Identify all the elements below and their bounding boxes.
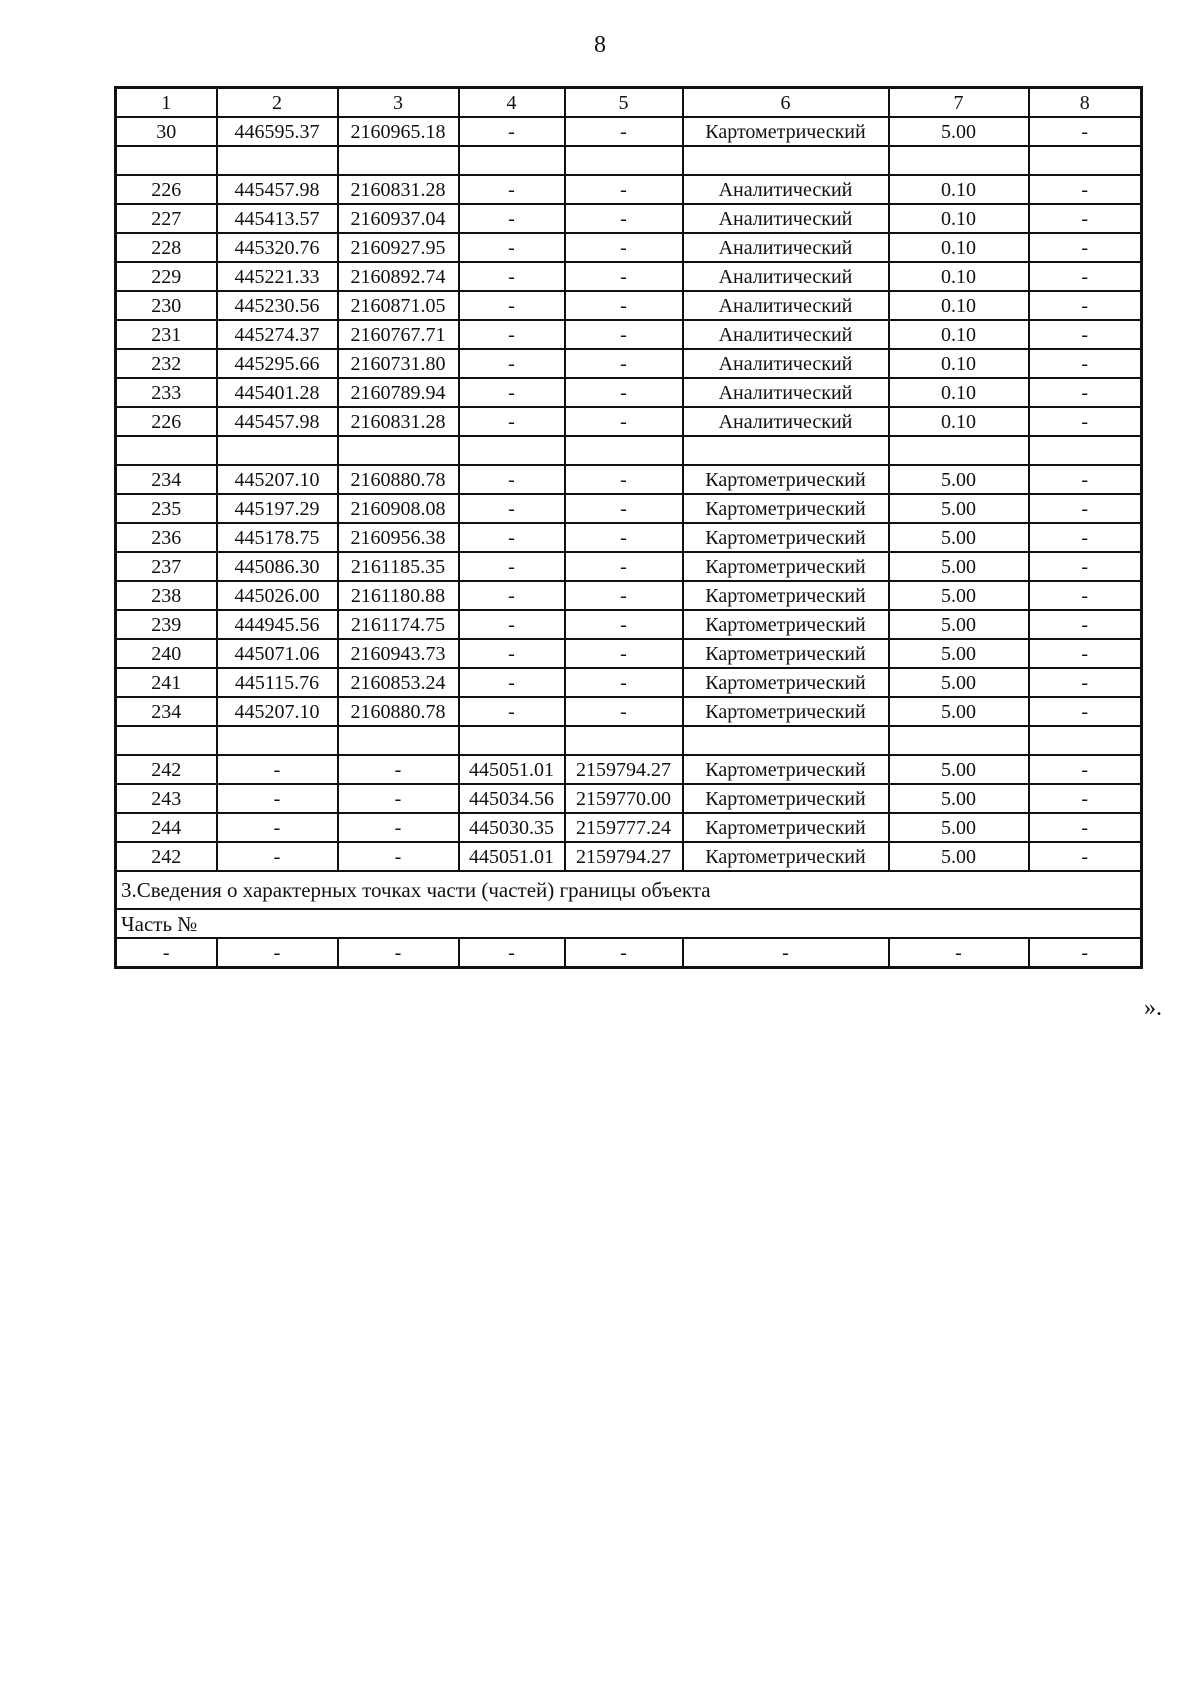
cell-y-coord: 2161185.35 — [338, 552, 459, 581]
cell-y-coord-new: - — [565, 494, 683, 523]
cell-method: Картометрический — [683, 117, 889, 146]
table-body — [116, 88, 1142, 968]
cell-description: - — [1029, 291, 1142, 320]
table-row — [116, 610, 1142, 639]
cell-accuracy: 5.00 — [889, 755, 1029, 784]
cell-description: - — [1029, 204, 1142, 233]
cell-method: Картометрический — [683, 610, 889, 639]
cell-y-coord: - — [338, 813, 459, 842]
cell-x-coord-new: 445034.56 — [459, 784, 565, 813]
cell-y-coord: 2160892.74 — [338, 262, 459, 291]
cell-accuracy: 0.10 — [889, 320, 1029, 349]
cell-point-number: 226 — [116, 175, 217, 204]
table-row — [116, 697, 1142, 726]
cell-description: - — [1029, 378, 1142, 407]
cell-y-coord-new: 2159794.27 — [565, 755, 683, 784]
cell-description: - — [1029, 233, 1142, 262]
cell-x-coord: 445207.10 — [217, 697, 338, 726]
table-row — [116, 813, 1142, 842]
table-row — [116, 523, 1142, 552]
cell-y-coord: 2160965.18 — [338, 117, 459, 146]
table-row — [116, 639, 1142, 668]
cell-accuracy: 5.00 — [889, 465, 1029, 494]
cell-y-coord-new: 5 — [565, 88, 683, 118]
cell-method: Аналитический — [683, 349, 889, 378]
cell-description: - — [1029, 407, 1142, 436]
cell-method: Аналитический — [683, 378, 889, 407]
cell-y-coord: 2160956.38 — [338, 523, 459, 552]
table-row — [116, 378, 1142, 407]
cell-x-coord-new: 4 — [459, 88, 565, 118]
cell-point-number: 236 — [116, 523, 217, 552]
cell-y-coord-new: - — [565, 610, 683, 639]
cell-description: - — [1029, 117, 1142, 146]
cell-accuracy: 5.00 — [889, 117, 1029, 146]
cell-y-coord-new: - — [565, 552, 683, 581]
cell-method: Аналитический — [683, 175, 889, 204]
cell-accuracy: 0.10 — [889, 349, 1029, 378]
cell-point-number: 233 — [116, 378, 217, 407]
cell-x-coord: 445178.75 — [217, 523, 338, 552]
cell-description: - — [1029, 523, 1142, 552]
cell-y-coord: 3 — [338, 88, 459, 118]
cell-x-coord: 446595.37 — [217, 117, 338, 146]
table-row — [116, 552, 1142, 581]
table-row — [116, 842, 1142, 871]
cell-accuracy: 5.00 — [889, 697, 1029, 726]
cell-method: Картометрический — [683, 784, 889, 813]
cell-point-number — [116, 726, 217, 755]
cell-y-coord-new: - — [565, 639, 683, 668]
cell-description: - — [1029, 813, 1142, 842]
cell-y-coord-new: - — [565, 668, 683, 697]
cell-method — [683, 146, 889, 175]
cell-y-coord: 2160831.28 — [338, 175, 459, 204]
cell-x-coord: - — [217, 784, 338, 813]
cell-y-coord: 2160853.24 — [338, 668, 459, 697]
cell-y-coord: 2160871.05 — [338, 291, 459, 320]
cell-method: Картометрический — [683, 552, 889, 581]
cell-x-coord-new: - — [459, 233, 565, 262]
table-row — [116, 291, 1142, 320]
cell-x-coord-new: - — [459, 639, 565, 668]
cell-y-coord-new — [565, 436, 683, 465]
cell-y-coord-new: - — [565, 697, 683, 726]
cell-y-coord — [338, 436, 459, 465]
cell-x-coord-new: - — [459, 204, 565, 233]
cell-x-coord: - — [217, 813, 338, 842]
cell-y-coord-new: - — [565, 117, 683, 146]
cell-point-number: 232 — [116, 349, 217, 378]
section-title: 3.Сведения о характерных точках части (частей) границы объекта — [116, 871, 1142, 909]
cell-point-number: 230 — [116, 291, 217, 320]
cell-method: Картометрический — [683, 842, 889, 871]
cell-method: Картометрический — [683, 697, 889, 726]
cell-accuracy: 5.00 — [889, 813, 1029, 842]
cell-x-coord: - — [217, 842, 338, 871]
cell-description: - — [1029, 610, 1142, 639]
cell-y-coord-new: - — [565, 204, 683, 233]
cell-accuracy: 5.00 — [889, 581, 1029, 610]
cell-y-coord-new — [565, 146, 683, 175]
cell-y-coord: 2160789.94 — [338, 378, 459, 407]
cell-accuracy: 5.00 — [889, 784, 1029, 813]
cell-method: Аналитический — [683, 291, 889, 320]
cell-method: Картометрический — [683, 639, 889, 668]
cell-x-coord — [217, 436, 338, 465]
cell-y-coord-new: - — [565, 938, 683, 968]
cell-accuracy: 0.10 — [889, 407, 1029, 436]
cell-point-number: 234 — [116, 697, 217, 726]
cell-x-coord: 445274.37 — [217, 320, 338, 349]
cell-description: - — [1029, 697, 1142, 726]
cell-point-number: 235 — [116, 494, 217, 523]
cell-accuracy — [889, 146, 1029, 175]
part-label: Часть № — [116, 909, 1142, 938]
cell-point-number: 241 — [116, 668, 217, 697]
cell-accuracy: 5.00 — [889, 523, 1029, 552]
cell-y-coord: 2160927.95 — [338, 233, 459, 262]
cell-y-coord-new: - — [565, 291, 683, 320]
cell-x-coord: 445115.76 — [217, 668, 338, 697]
cell-x-coord-new: - — [459, 378, 565, 407]
cell-y-coord: 2160731.80 — [338, 349, 459, 378]
cell-accuracy — [889, 436, 1029, 465]
table-row — [116, 784, 1142, 813]
cell-y-coord: 2160937.04 — [338, 204, 459, 233]
cell-y-coord-new: - — [565, 581, 683, 610]
cell-method: - — [683, 938, 889, 968]
cell-description: - — [1029, 581, 1142, 610]
cell-method: Аналитический — [683, 204, 889, 233]
cell-accuracy: 0.10 — [889, 233, 1029, 262]
cell-x-coord-new: - — [459, 262, 565, 291]
cell-y-coord-new: - — [565, 320, 683, 349]
cell-point-number: 226 — [116, 407, 217, 436]
cell-point-number: 239 — [116, 610, 217, 639]
table-row — [116, 233, 1142, 262]
cell-point-number: 227 — [116, 204, 217, 233]
cell-x-coord: 445230.56 — [217, 291, 338, 320]
cell-x-coord-new: 445051.01 — [459, 842, 565, 871]
cell-method: Аналитический — [683, 233, 889, 262]
table-row — [116, 755, 1142, 784]
cell-description: - — [1029, 349, 1142, 378]
cell-method: Аналитический — [683, 262, 889, 291]
cell-x-coord: 445413.57 — [217, 204, 338, 233]
cell-accuracy: 5.00 — [889, 494, 1029, 523]
cell-accuracy: 5.00 — [889, 668, 1029, 697]
cell-point-number: - — [116, 938, 217, 968]
cell-method: Картометрический — [683, 755, 889, 784]
cell-point-number: 228 — [116, 233, 217, 262]
cell-x-coord-new: - — [459, 523, 565, 552]
table-row — [116, 320, 1142, 349]
cell-y-coord: 2160831.28 — [338, 407, 459, 436]
cell-y-coord-new: - — [565, 407, 683, 436]
cell-accuracy: 0.10 — [889, 175, 1029, 204]
cell-method — [683, 726, 889, 755]
cell-description — [1029, 146, 1142, 175]
cell-x-coord: 445086.30 — [217, 552, 338, 581]
cell-accuracy: 5.00 — [889, 639, 1029, 668]
cell-point-number: 229 — [116, 262, 217, 291]
cell-x-coord-new: - — [459, 117, 565, 146]
cell-y-coord-new: - — [565, 175, 683, 204]
cell-y-coord-new: - — [565, 465, 683, 494]
cell-x-coord: 445401.28 — [217, 378, 338, 407]
cell-accuracy: 0.10 — [889, 378, 1029, 407]
cell-x-coord-new: - — [459, 465, 565, 494]
cell-y-coord: - — [338, 842, 459, 871]
table-row — [116, 465, 1142, 494]
cell-x-coord: 445071.06 — [217, 639, 338, 668]
table-separator-row — [116, 146, 1142, 175]
cell-x-coord-new: - — [459, 291, 565, 320]
cell-x-coord-new: - — [459, 581, 565, 610]
cell-x-coord-new: - — [459, 697, 565, 726]
cell-method: Картометрический — [683, 581, 889, 610]
cell-accuracy: 7 — [889, 88, 1029, 118]
cell-y-coord-new: 2159777.24 — [565, 813, 683, 842]
cell-y-coord: 2160767.71 — [338, 320, 459, 349]
cell-x-coord-new: 445051.01 — [459, 755, 565, 784]
cell-point-number: 242 — [116, 755, 217, 784]
cell-method: Аналитический — [683, 407, 889, 436]
cell-x-coord-new — [459, 436, 565, 465]
cell-y-coord-new: - — [565, 262, 683, 291]
boundary-points-table — [114, 86, 1143, 969]
cell-x-coord-new: - — [459, 407, 565, 436]
cell-description: 8 — [1029, 88, 1142, 118]
cell-description: - — [1029, 552, 1142, 581]
cell-method: Аналитический — [683, 320, 889, 349]
cell-method: Картометрический — [683, 668, 889, 697]
cell-x-coord-new — [459, 726, 565, 755]
cell-description: - — [1029, 262, 1142, 291]
cell-y-coord-new: - — [565, 233, 683, 262]
cell-description: - — [1029, 938, 1142, 968]
cell-x-coord: 445197.29 — [217, 494, 338, 523]
cell-point-number — [116, 146, 217, 175]
cell-point-number: 231 — [116, 320, 217, 349]
cell-point-number: 240 — [116, 639, 217, 668]
table-header-row — [116, 88, 1142, 118]
table-separator-row — [116, 436, 1142, 465]
cell-y-coord-new: - — [565, 523, 683, 552]
cell-x-coord-new: - — [459, 552, 565, 581]
cell-x-coord: 444945.56 — [217, 610, 338, 639]
cell-y-coord: 2160880.78 — [338, 697, 459, 726]
cell-x-coord-new: - — [459, 320, 565, 349]
cell-x-coord-new: 445030.35 — [459, 813, 565, 842]
cell-point-number: 237 — [116, 552, 217, 581]
cell-x-coord: 445026.00 — [217, 581, 338, 610]
cell-x-coord: 445457.98 — [217, 175, 338, 204]
table-row-part — [116, 938, 1142, 968]
cell-y-coord: 2161180.88 — [338, 581, 459, 610]
table-row — [116, 581, 1142, 610]
table-row — [116, 117, 1142, 146]
cell-y-coord: 2161174.75 — [338, 610, 459, 639]
table-row — [116, 349, 1142, 378]
cell-description — [1029, 726, 1142, 755]
part-label-row — [116, 909, 1142, 938]
cell-accuracy: 0.10 — [889, 262, 1029, 291]
cell-x-coord: 445320.76 — [217, 233, 338, 262]
table-row — [116, 407, 1142, 436]
cell-y-coord — [338, 726, 459, 755]
cell-y-coord: - — [338, 784, 459, 813]
cell-method: Картометрический — [683, 465, 889, 494]
cell-point-number: 238 — [116, 581, 217, 610]
cell-x-coord-new — [459, 146, 565, 175]
cell-description — [1029, 436, 1142, 465]
cell-description: - — [1029, 320, 1142, 349]
cell-x-coord: 445295.66 — [217, 349, 338, 378]
cell-method: Картометрический — [683, 494, 889, 523]
cell-point-number: 234 — [116, 465, 217, 494]
page-number: 8 — [594, 32, 606, 58]
table-row — [116, 175, 1142, 204]
cell-y-coord — [338, 146, 459, 175]
cell-description: - — [1029, 842, 1142, 871]
cell-accuracy — [889, 726, 1029, 755]
cell-x-coord: 445457.98 — [217, 407, 338, 436]
cell-x-coord-new: - — [459, 938, 565, 968]
cell-point-number: 30 — [116, 117, 217, 146]
cell-x-coord: 2 — [217, 88, 338, 118]
cell-method: 6 — [683, 88, 889, 118]
cell-accuracy: 5.00 — [889, 842, 1029, 871]
cell-y-coord: 2160880.78 — [338, 465, 459, 494]
cell-description: - — [1029, 668, 1142, 697]
cell-point-number — [116, 436, 217, 465]
cell-x-coord: 445207.10 — [217, 465, 338, 494]
cell-x-coord-new: - — [459, 349, 565, 378]
cell-y-coord-new: - — [565, 349, 683, 378]
table-row — [116, 494, 1142, 523]
cell-x-coord: - — [217, 755, 338, 784]
cell-accuracy: 0.10 — [889, 204, 1029, 233]
cell-description: - — [1029, 465, 1142, 494]
cell-x-coord-new: - — [459, 610, 565, 639]
cell-accuracy: 5.00 — [889, 552, 1029, 581]
section-title-row — [116, 871, 1142, 909]
cell-method: Картометрический — [683, 813, 889, 842]
cell-x-coord — [217, 726, 338, 755]
cell-point-number: 1 — [116, 88, 217, 118]
table-row — [116, 668, 1142, 697]
cell-y-coord-new: 2159770.00 — [565, 784, 683, 813]
cell-description: - — [1029, 175, 1142, 204]
table-row — [116, 262, 1142, 291]
cell-point-number: 243 — [116, 784, 217, 813]
cell-x-coord — [217, 146, 338, 175]
cell-x-coord-new: - — [459, 175, 565, 204]
table-row — [116, 204, 1142, 233]
cell-x-coord-new: - — [459, 668, 565, 697]
cell-accuracy: - — [889, 938, 1029, 968]
cell-x-coord: 445221.33 — [217, 262, 338, 291]
cell-point-number: 244 — [116, 813, 217, 842]
cell-y-coord: - — [338, 755, 459, 784]
closing-quote: ». — [1144, 995, 1162, 1021]
cell-y-coord: 2160908.08 — [338, 494, 459, 523]
cell-x-coord: - — [217, 938, 338, 968]
cell-description: - — [1029, 784, 1142, 813]
table-separator-row — [116, 726, 1142, 755]
cell-y-coord-new: 2159794.27 — [565, 842, 683, 871]
cell-accuracy: 5.00 — [889, 610, 1029, 639]
cell-y-coord-new — [565, 726, 683, 755]
cell-method — [683, 436, 889, 465]
cell-accuracy: 0.10 — [889, 291, 1029, 320]
cell-description: - — [1029, 494, 1142, 523]
cell-point-number: 242 — [116, 842, 217, 871]
cell-y-coord: - — [338, 938, 459, 968]
cell-method: Картометрический — [683, 523, 889, 552]
cell-y-coord-new: - — [565, 378, 683, 407]
cell-description: - — [1029, 639, 1142, 668]
cell-y-coord: 2160943.73 — [338, 639, 459, 668]
cell-x-coord-new: - — [459, 494, 565, 523]
cell-description: - — [1029, 755, 1142, 784]
